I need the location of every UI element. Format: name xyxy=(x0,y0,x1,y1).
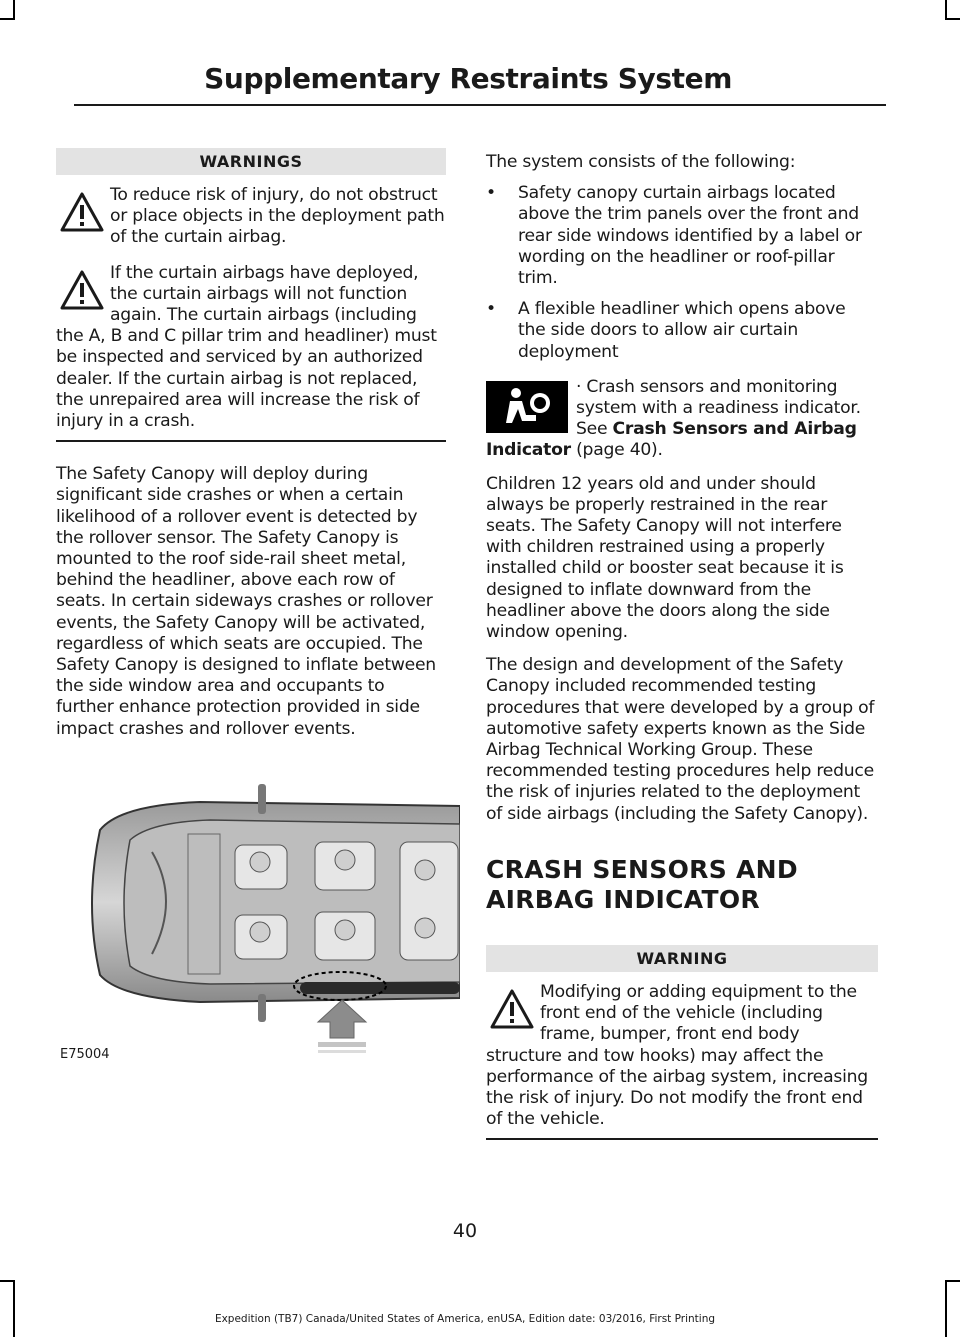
warning-text: Modifying or adding equipment to the front end of the vehicle (including frame, bumper, front end body structure and tow hooks) may affect the performance of the airbag system, increasing the risk of injury. Do not modify the front end of the vehicle. xyxy=(486,981,868,1130)
crop-mark xyxy=(945,18,960,20)
warning-item xyxy=(56,263,446,433)
crop-mark xyxy=(0,1280,15,1282)
section-heading-line: CRASH SENSORS AND xyxy=(486,854,798,884)
warning-triangle-icon xyxy=(60,269,104,311)
warning-text: To reduce risk of injury, do not obstruct or place objects in the deployment path of the curtain airbag. xyxy=(110,185,445,248)
warning-text: If the curtain airbags have deployed, the curtain airbags will not function again. The curtain airbags (including the A, B and C pillar trim and headliner) must be inspected and serviced by an authorized dealer. If the curtain airbag is not replaced, the unrepaired area will increase the risk of injury in a crash. xyxy=(56,262,437,432)
warning-heading: WARNING xyxy=(486,945,878,972)
warning-end-rule xyxy=(486,1138,878,1140)
system-intro: The system consists of the following: xyxy=(486,152,796,172)
crash-sensor-item xyxy=(486,377,878,462)
right-column xyxy=(486,148,878,1140)
warning-item xyxy=(56,185,446,249)
children-paragraph: Children 12 years old and under should always be properly restrained in the rear seats. The Safety Canopy will not interfere with children restrained using a properly installed child or booster seat because it is designed to inflate downward from the headliner above the doors along the side window opening. xyxy=(486,473,844,643)
crop-mark xyxy=(945,1280,947,1337)
section-heading-line: AIRBAG INDICATOR xyxy=(486,884,760,914)
airbag-indicator-icon xyxy=(486,381,568,433)
page-number: 40 xyxy=(452,1220,478,1242)
crop-mark xyxy=(0,18,15,20)
page-header-title: Supplementary Restraints System xyxy=(204,62,732,95)
safety-canopy-paragraph: The Safety Canopy will deploy during significant side crashes or when a certain likelihood of a rollover event is detected by the rollover sensor. The Safety Canopy is mounted to the roof side-rail sheet metal, behind the headliner, above each row of seats. In certain sideways crashes or rollover events, the Safety Canopy will be activated, regardless of which seats are occupied. The Safety Canopy is designed to inflate between the side window area and occupants to further enhance protection provided in side impact crashes and rollover events. xyxy=(56,464,436,739)
system-components-list xyxy=(486,183,878,363)
warning-triangle-icon xyxy=(490,988,534,1030)
warnings-heading: WARNINGS xyxy=(56,148,446,175)
list-item: • A flexible headliner which opens above the side doors to allow air curtain deployment xyxy=(486,299,878,363)
footer-edition-info: Expedition (TB7) Canada/United States of America, enUSA, Edition date: 03/2016, First Printing xyxy=(214,1313,716,1325)
design-paragraph: The design and development of the Safety Canopy included recommended testing procedures that were developed by a group of automotive safety experts known as the Side Airbag Technical Working Group. These recommended testing procedures help reduce the risk of injuries related to the deployment of side airbags (including the Safety Canopy). xyxy=(486,655,875,824)
header-rule xyxy=(74,104,886,106)
crop-mark xyxy=(945,0,947,20)
left-column xyxy=(56,148,446,740)
warnings-end-rule xyxy=(56,440,446,442)
warning-item xyxy=(486,982,878,1130)
crop-mark xyxy=(945,1280,960,1282)
vehicle-overhead-illustration xyxy=(60,770,460,1070)
crop-mark xyxy=(13,1280,15,1337)
crash-sensor-page: (page 40). xyxy=(576,440,663,461)
section-heading xyxy=(486,855,878,915)
warning-triangle-icon xyxy=(60,191,104,233)
crash-sensors-link[interactable]: Crash Sensors and Airbag Indicator xyxy=(486,419,857,461)
crop-mark xyxy=(13,0,15,20)
list-item: • Safety canopy curtain airbags located above the trim panels over the front and rear side windows identified by a label or wording on the headliner or roof-pillar trim. xyxy=(486,183,878,289)
figure-code: E75004 xyxy=(60,1047,110,1062)
crash-sensor-text: · Crash sensors and monitoring system with a readiness indicator. See xyxy=(576,376,861,440)
